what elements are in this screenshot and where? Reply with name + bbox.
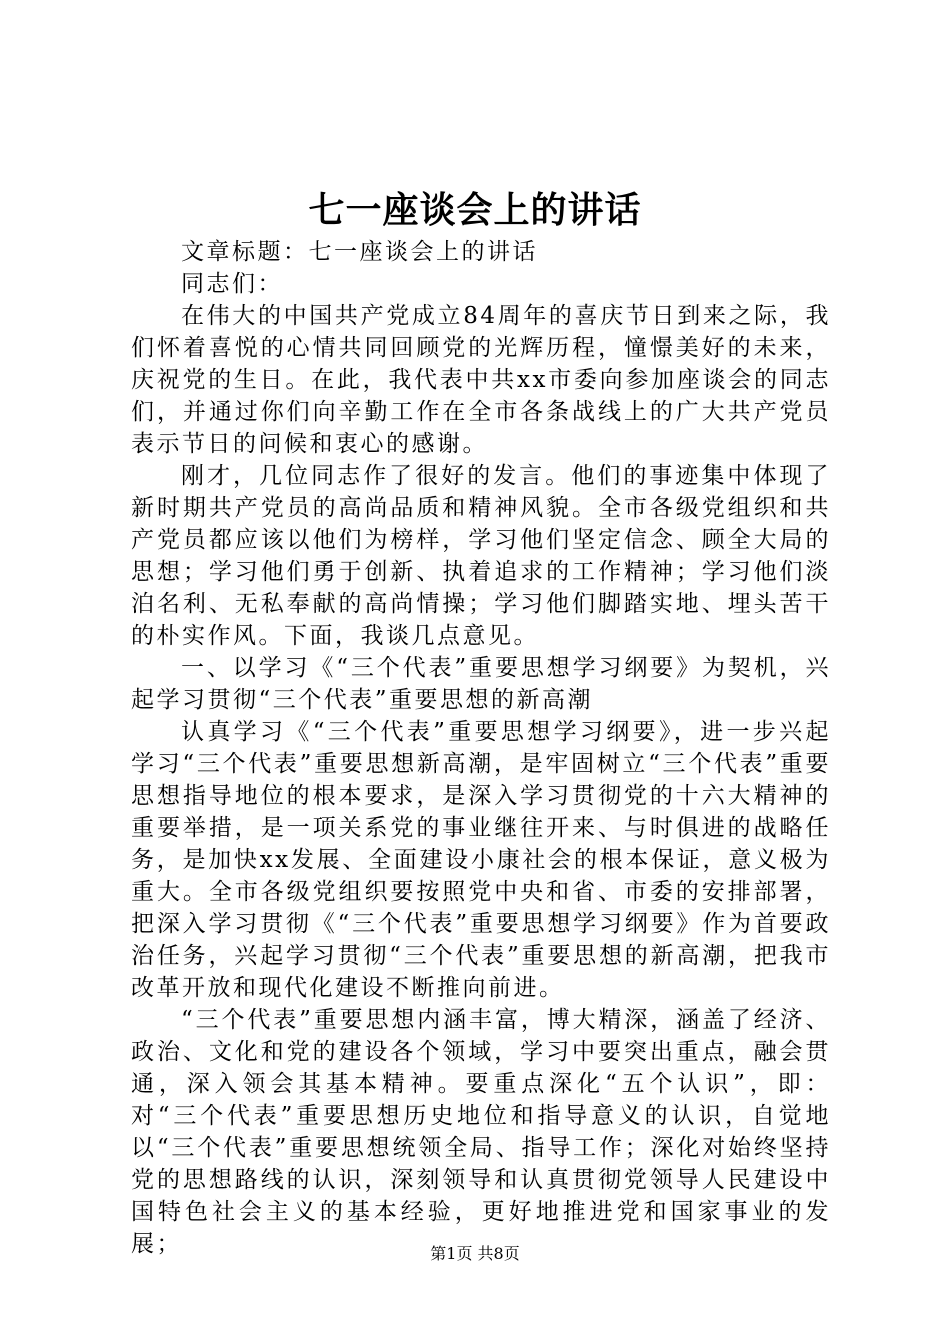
paragraph-1: 在伟大的中国共产党成立84周年的喜庆节日到来之际，我们怀着喜悦的心情共同回顾党的光辉历程，憧憬美好的未来，庆祝党的生日。在此，我代表中共xx市委向参加座谈会的同志们，并通过你们向辛勤工作在全市各条战线上的广大共产党员表示节日的问候和衷心的感谢。 xyxy=(131,303,831,457)
paragraph-2: 刚才，几位同志作了很好的发言。他们的事迹集中体现了新时期共产党员的高尚品质和精神风貌。全市各级党组织和共产党员都应该以他们为榜样，学习他们坚定信念、顾全大局的思想；学习他们勇于创新、执着追求的工作精神；学习他们淡泊名利、无私奉献的高尚情操；学习他们脚踏实地、埋头苦干的朴实作风。下面，我谈几点意见。 xyxy=(131,463,831,649)
page-number: 第1页 共8页 xyxy=(430,1244,520,1263)
paragraph-4: “三个代表”重要思想内涵丰富，博大精深，涵盖了经济、政治、文化和党的建设各个领域，学习中要突出重点，融会贯通，深入领会其基本精神。要重点深化“五个认识”，即：对“三个代表”重要思想历史地位和指导意义的认识，自觉地以“三个代表”重要思想统领全局、指导工作；深化对始终坚持党的思想路线的认识，深刻领导和认真贯彻党领导人民建设中国特色社会主义的基本经验，更好地推进党和国家事业的发展； xyxy=(131,1007,831,1257)
article-title-line: 文章标题：七一座谈会上的讲话 xyxy=(181,239,538,265)
salutation: 同志们： xyxy=(181,271,283,297)
document-body xyxy=(131,236,831,1260)
paragraph-3: 认真学习《“三个代表”重要思想学习纲要》，进一步兴起学习“三个代表”重要思想新高潮，是牢固树立“三个代表”重要思想指导地位的根本要求，是深入学习贯彻党的十六大精神的重要举措，是一项关系党的事业继往开来、与时俱进的战略任务，是加快xx发展、全面建设小康社会的根本保证，意义极为重大。全市各级党组织要按照党中央和省、市委的安排部署，把深入学习贯彻《“三个代表”重要思想学习纲要》作为首要政治任务，兴起学习贯彻“三个代表”重要思想的新高潮，把我市改革开放和现代化建设不断推向前进。 xyxy=(131,719,831,1001)
section-heading-1: 一、以学习《“三个代表”重要思想学习纲要》为契机，兴起学习贯彻“三个代表”重要思想的新高潮 xyxy=(131,655,831,713)
document-title: 七一座谈会上的讲话 xyxy=(308,189,642,231)
